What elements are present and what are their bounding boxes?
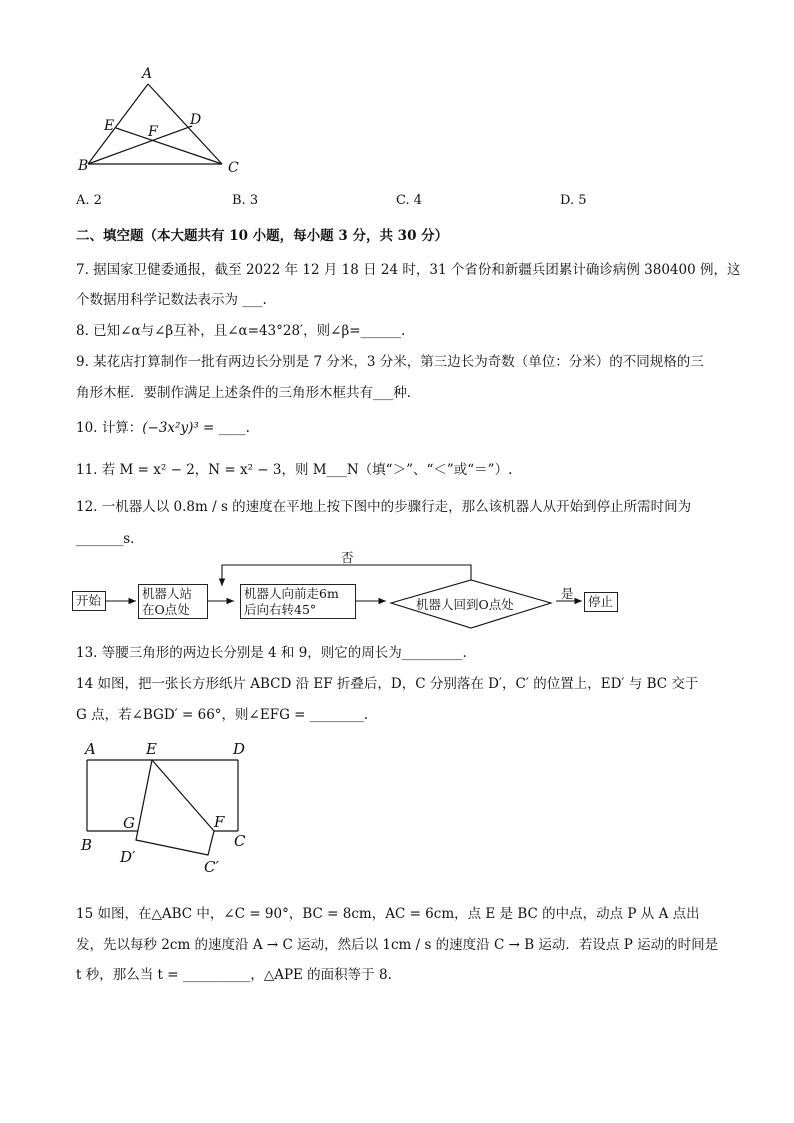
q7-line1: 7. 据国家卫健委通报，截至 2022 年 12 月 18 日 24 时，31 个省份和新疆兵团累计确诊病例 380400 例，这 bbox=[76, 262, 741, 278]
label-B: B bbox=[78, 158, 89, 174]
q15-line2: 发，先以每秒 2cm 的速度沿 A → C 运动，然后以 1cm / s 的速度沿 C → B 运动．若设点 P 运动的时间是 bbox=[76, 937, 719, 953]
q14-line2: G 点，若∠BGD′ = 66°，则∠EFG = ________. bbox=[76, 707, 369, 723]
q9-line2: 角形木框．要制作满足上述条件的三角形木框共有___种． bbox=[76, 385, 421, 401]
label-C: C bbox=[228, 160, 239, 176]
fig2-label-E: E bbox=[146, 740, 157, 758]
fold-figure bbox=[78, 736, 268, 878]
flow-stop-box: 停止 bbox=[584, 592, 618, 612]
fig2-label-A: A bbox=[85, 740, 96, 758]
fig2-label-D: D bbox=[233, 740, 246, 758]
q9-line1: 9. 某花店打算制作一批有两边长分别是 7 分米，3 分米，第三边长为奇数（单位：分米）的不同规格的三 bbox=[76, 354, 704, 370]
label-A: A bbox=[142, 66, 153, 82]
q12-line1: 12. 一机器人以 0.8m / s 的速度在平地上按下图中的步骤行走，那么该机器人从开始到停止所需时间为 bbox=[76, 499, 692, 515]
flow-step2-line1: 机器人向前走6m bbox=[244, 586, 339, 601]
q10-suffix: = ____. bbox=[198, 420, 250, 436]
q15-line3: t 秒，那么当 t = __________，△APE 的面积等于 8. bbox=[76, 967, 392, 983]
fig2-label-Cprime: C′ bbox=[204, 858, 219, 876]
option-b: B. 3 bbox=[232, 193, 259, 208]
q12-line2: _______s． bbox=[76, 531, 144, 547]
option-c: C. 4 bbox=[396, 193, 423, 208]
flow-yes-label: 是 bbox=[561, 586, 574, 601]
option-d: D. 5 bbox=[560, 193, 587, 208]
flow-step2-line2: 后向右转45° bbox=[244, 602, 317, 617]
flow-step1-line1: 机器人站 bbox=[142, 586, 193, 601]
flow-step1-box bbox=[138, 584, 208, 619]
q13: 13. 等腰三角形的两边长分别是 4 和 9，则它的周长为_________. bbox=[76, 645, 467, 661]
fig2-label-B: B bbox=[81, 836, 93, 854]
triangle-figure bbox=[70, 62, 250, 182]
fig2-label-C: C bbox=[234, 832, 246, 850]
label-E: E bbox=[104, 118, 115, 134]
q10-expression: (−3x²y)³ bbox=[142, 420, 199, 436]
q8: 8. 已知∠α与∠β互补，且∠α=43°28′，则∠β=______. bbox=[76, 323, 406, 339]
q10 bbox=[76, 416, 250, 436]
fig2-label-G: G bbox=[123, 814, 135, 832]
q7-line2: 个数据用科学记数法表示为 ___. bbox=[76, 292, 267, 308]
fig2-label-F: F bbox=[214, 813, 225, 831]
label-D: D bbox=[190, 112, 202, 128]
option-a: A. 2 bbox=[76, 193, 102, 208]
flow-decision-text: 机器人回到O点处 bbox=[416, 597, 514, 612]
flow-step1-line2: 在O点处 bbox=[142, 602, 190, 617]
section-title: 二、填空题（本大题共有 10 小题，每小题 3 分，共 30 分） bbox=[76, 228, 449, 244]
q10-prefix: 10. 计算： bbox=[76, 420, 143, 436]
q11: 11. 若 M = x² − 2，N = x² − 3，则 M___N（填“＞”、“＜”或“＝”）. bbox=[76, 462, 513, 478]
fig2-label-Dprime: D′ bbox=[120, 848, 136, 866]
flow-start-box: 开始 bbox=[72, 591, 106, 611]
q15-line1: 15 如图，在△ABC 中，∠C = 90°，BC = 8cm，AC = 6cm，点 E 是 BC 的中点，动点 P 从 A 点出 bbox=[76, 906, 700, 922]
flow-step2-box bbox=[240, 584, 356, 619]
label-F: F bbox=[148, 124, 158, 140]
flow-no-label: 否 bbox=[341, 550, 354, 565]
q14-line1: 14 如图，把一张长方形纸片 ABCD 沿 EF 折叠后，D，C 分别落在 D′，C′ 的位置上，ED′ 与 BC 交于 bbox=[76, 676, 699, 692]
